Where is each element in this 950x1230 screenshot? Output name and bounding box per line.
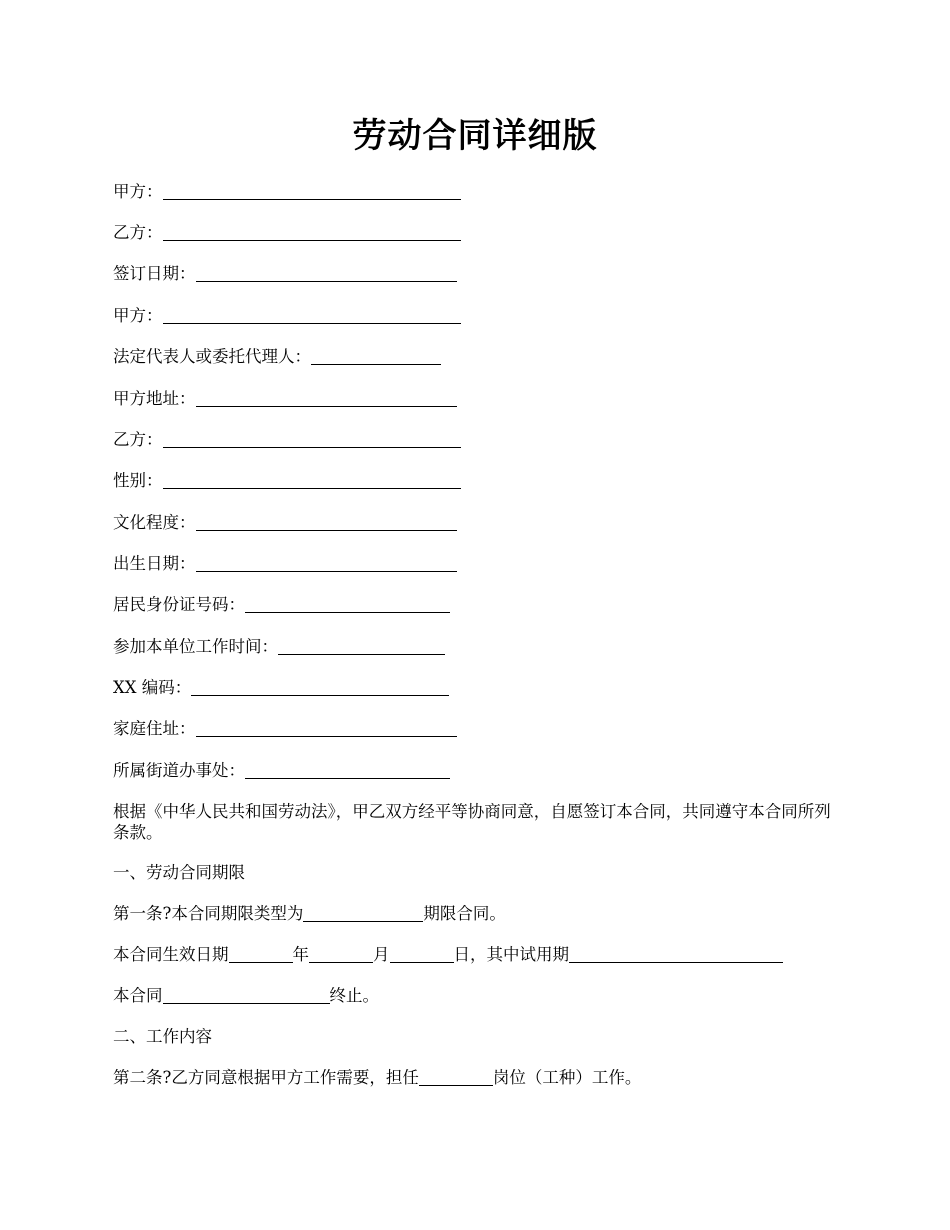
effective-date-line <box>113 944 783 966</box>
field-party-a <box>113 181 461 203</box>
field-label: 乙方： <box>113 223 163 242</box>
field-party-b-2 <box>113 429 461 451</box>
blank-line <box>163 472 461 489</box>
article-text: 第一条?本合同期限类型为 <box>113 904 304 923</box>
document-title: 劳动合同详细版 <box>352 116 598 156</box>
section-heading: 二、工作内容 <box>113 1027 212 1046</box>
field-party-b <box>113 222 461 244</box>
field-birth-date <box>113 553 457 575</box>
field-label: 签订日期： <box>113 264 196 283</box>
field-label: 参加本单位工作时间： <box>113 637 278 656</box>
blank-line <box>245 762 450 779</box>
field-legal-rep <box>113 346 441 368</box>
field-label: 法定代表人或委托代理人： <box>113 347 311 366</box>
blank-line <box>196 514 457 531</box>
clause-text: 本合同生效日期 <box>113 945 229 964</box>
blank-line <box>229 946 293 963</box>
blank-line <box>196 720 457 737</box>
clause-text: 年 <box>292 945 309 964</box>
field-label: 家庭住址： <box>113 719 196 738</box>
field-id-number <box>113 594 450 616</box>
blank-line <box>309 946 373 963</box>
end-date-line <box>113 985 379 1007</box>
section-heading: 一、劳动合同期限 <box>113 863 245 882</box>
blank-line <box>303 905 423 922</box>
article-text: 第二条?乙方同意根据甲方工作需要，担任 <box>113 1068 419 1087</box>
field-gender <box>113 470 461 492</box>
blank-line <box>196 390 457 407</box>
field-label: 性别： <box>113 471 163 490</box>
field-label: 居民身份证号码： <box>113 595 245 614</box>
field-label: 所属街道办事处： <box>113 761 245 780</box>
intro-paragraph: 根据《中华人民共和国劳动法》，甲乙双方经平等协商同意，自愿签订本合同，共同遵守本合同所列条款。 <box>113 802 831 842</box>
clause-text: 月 <box>373 945 390 964</box>
blank-line <box>569 946 783 963</box>
field-party-a-address <box>113 388 457 410</box>
article-2 <box>113 1067 641 1089</box>
field-home-address <box>113 718 457 740</box>
blank-line <box>163 307 461 324</box>
field-label: XX 编码： <box>113 678 192 697</box>
blank-line <box>419 1069 493 1086</box>
blank-line <box>196 265 457 282</box>
blank-line <box>163 224 461 241</box>
field-label: 甲方地址： <box>113 389 196 408</box>
clause-text: 本合同 <box>113 986 163 1005</box>
blank-line <box>278 638 445 655</box>
blank-line <box>245 596 450 613</box>
clause-text: 日，其中试用期 <box>453 945 569 964</box>
article-text: 期限合同。 <box>423 904 506 923</box>
field-label: 出生日期： <box>113 554 196 573</box>
blank-line <box>163 183 461 200</box>
blank-line <box>196 555 457 572</box>
blank-line <box>390 946 454 963</box>
field-xx-code <box>113 677 449 699</box>
field-join-time <box>113 636 445 658</box>
field-education <box>113 512 457 534</box>
field-label: 乙方： <box>113 430 163 449</box>
article-text: 岗位（工种）工作。 <box>492 1068 642 1087</box>
field-street-office <box>113 760 450 782</box>
blank-line <box>311 348 441 365</box>
article-1 <box>113 903 506 925</box>
field-sign-date <box>113 263 457 285</box>
field-label: 文化程度： <box>113 513 196 532</box>
field-label: 甲方： <box>113 306 163 325</box>
clause-text: 终止。 <box>329 986 379 1005</box>
blank-line <box>163 987 330 1004</box>
field-party-a-2 <box>113 305 461 327</box>
blank-line <box>163 431 461 448</box>
blank-line <box>191 679 449 696</box>
field-label: 甲方： <box>113 182 163 201</box>
